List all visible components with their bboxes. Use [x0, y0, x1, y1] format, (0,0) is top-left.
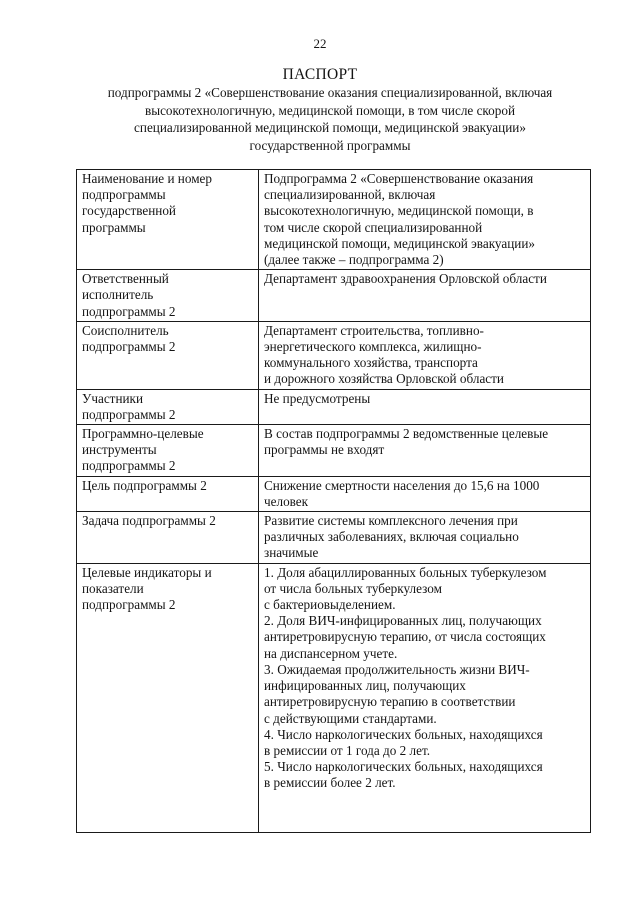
row-label-line: Цель подпрограммы 2: [82, 477, 207, 493]
passport-row: [77, 425, 591, 477]
row-label-line: Ответственный: [82, 271, 169, 287]
row-value-line: в ремиссии более 2 лет.: [264, 775, 396, 791]
passport-row: [77, 321, 591, 389]
row-value-line: в ремиссии от 1 года до 2 лет.: [264, 742, 431, 758]
row-value-line: с бактериовыделением.: [264, 597, 396, 613]
row-value-line: и дорожного хозяйства Орловской области: [264, 371, 504, 387]
row-value: [259, 425, 591, 477]
row-value-line: том числе скорой специализированной: [264, 219, 483, 235]
row-value-line: Не предусмотрены: [264, 390, 371, 406]
row-value-line: антиретровирусную терапию в соответствии: [264, 694, 516, 710]
row-label-line: Программно-целевые: [82, 426, 204, 442]
row-label-line: Наименование и номер: [82, 171, 213, 186]
row-value-line: специализированной, включая: [264, 187, 436, 203]
row-value-line: 5. Число наркологических больных, находящихся: [264, 759, 543, 775]
row-value-line: (далее также – подпрограмма 2): [264, 252, 444, 268]
row-label-line: подпрограммы 2: [82, 406, 176, 422]
row-value: [259, 270, 591, 322]
row-label-line: Задача подпрограммы 2: [82, 513, 216, 529]
row-label-line: Участники: [82, 390, 144, 406]
passport-row: [77, 476, 591, 511]
row-label: [77, 563, 259, 832]
passport-row: [77, 389, 591, 424]
row-value-line: на диспансерном учете.: [264, 645, 398, 661]
row-value-line: В состав подпрограммы 2 ведомственные целевые: [264, 426, 549, 442]
row-label-line: подпрограммы: [82, 187, 166, 203]
row-label: [77, 170, 259, 270]
row-label: [77, 389, 259, 424]
row-value: [259, 389, 591, 424]
passport-row: [77, 563, 591, 832]
row-label-line: подпрограммы 2: [82, 339, 176, 355]
row-value-line: Подпрограмма 2 «Совершенствование оказания: [264, 171, 534, 186]
row-label-line: подпрограммы 2: [82, 597, 176, 613]
row-label-line: Целевые индикаторы и: [82, 564, 212, 580]
row-value-line: человек: [264, 493, 309, 509]
passport-row: [77, 270, 591, 322]
page-number: 22: [313, 36, 327, 51]
subtitle-line: высокотехнологичную, медицинской помощи, в том числе скорой: [144, 102, 516, 118]
row-value-line: антиретровирусную терапию, от числа состоящих: [264, 629, 546, 645]
row-value-line: энергетического комплекса, жилищно-: [264, 339, 482, 355]
row-label: [77, 425, 259, 477]
row-label: [77, 512, 259, 564]
row-value-line: от числа больных туберкулезом: [264, 580, 442, 596]
row-value-line: 2. Доля ВИЧ-инфицированных лиц, получающих: [264, 613, 542, 629]
row-value-line: программы не входят: [264, 442, 385, 458]
subtitle-line: подпрограммы 2 «Совершенствование оказания специализированной, включая: [107, 85, 553, 100]
row-value: [259, 476, 591, 511]
row-value: [259, 321, 591, 389]
row-label-line: государственной: [82, 203, 176, 219]
row-value-line: медицинской помощи, медицинской эвакуации»: [264, 235, 535, 251]
row-value-line: высокотехнологичную, медицинской помощи, в: [264, 203, 534, 219]
row-label-line: подпрограммы 2: [82, 458, 176, 474]
row-value-line: с действующими стандартами.: [264, 710, 437, 726]
row-value-line: Департамент здравоохранения Орловской области: [264, 271, 547, 287]
row-label: [77, 270, 259, 322]
row-value-line: инфицированных лиц, получающих: [264, 678, 466, 694]
row-value: [259, 563, 591, 832]
row-value-line: различных заболеваниях, включая социально: [264, 529, 519, 545]
row-value-line: 4. Число наркологических больных, находящихся: [264, 726, 543, 742]
row-label-line: показатели: [82, 580, 144, 596]
row-label-line: программы: [82, 219, 146, 235]
document-title: ПАСПОРТ: [282, 66, 358, 83]
passport-table-body: [77, 170, 591, 833]
row-value-line: значимые: [264, 545, 319, 561]
row-value-line: Департамент строительства, топливно-: [264, 322, 484, 338]
row-value: [259, 512, 591, 564]
row-value-line: 3. Ожидаемая продолжительность жизни ВИЧ-: [264, 661, 530, 677]
row-value: [259, 170, 591, 270]
row-value-line: Снижение смертности населения до 15,6 на 1000: [264, 477, 540, 493]
row-label-line: инструменты: [82, 442, 157, 458]
subtitle-line: государственной программы: [249, 137, 411, 153]
passport-row: [77, 512, 591, 564]
row-label: [77, 476, 259, 511]
row-value-line: Развитие системы комплексного лечения при: [264, 513, 518, 529]
document-subtitle: [70, 84, 590, 154]
row-label-line: Соисполнитель: [82, 322, 169, 338]
passport-table: [76, 169, 591, 833]
row-label-line: исполнитель: [82, 287, 154, 303]
passport-row: [77, 170, 591, 270]
row-label: [77, 321, 259, 389]
row-value-line: коммунального хозяйства, транспорта: [264, 355, 478, 371]
row-label-line: подпрограммы 2: [82, 303, 176, 319]
subtitle-line: специализированной медицинской помощи, медицинской эвакуации»: [134, 120, 526, 135]
row-value-line: 1. Доля абациллированных больных туберкулезом: [264, 564, 547, 580]
